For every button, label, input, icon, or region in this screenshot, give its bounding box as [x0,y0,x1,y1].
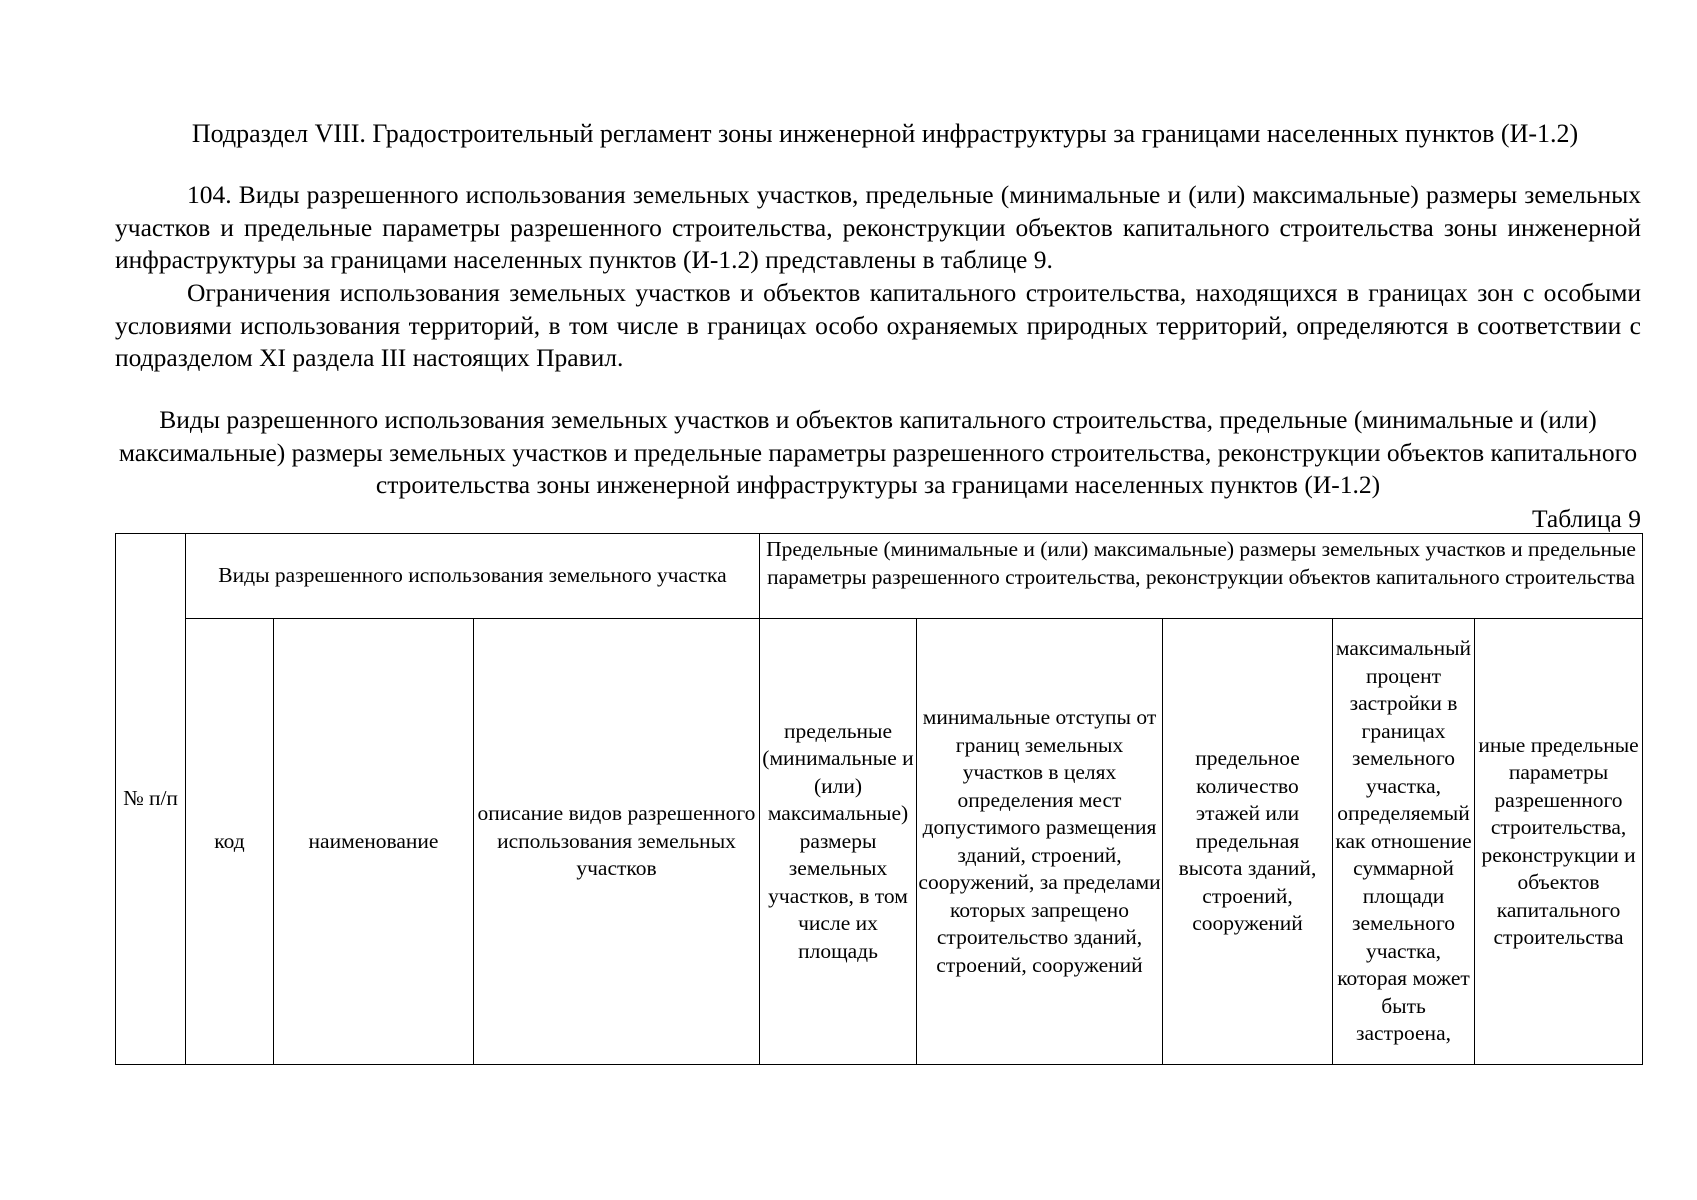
header-cell-description: описание видов разрешенного использования земельных участков [474,619,760,1065]
table-label: Таблица 9 [1531,504,1641,533]
paragraph-restrictions: Ограничения использования земельных участков и объектов капитального строительства, находящихся в границах зон с особыми условиями использования территорий, в том числе в границах особо охраняемых природных территорий, определяются в соответствии с подразделом XI раздела III настоящих Правил. [115,278,1641,372]
header-cell-setbacks: минимальные отступы от границ земельных участков в целях определения мест допустимого размещения зданий, строений, сооружений, за пределами которых запрещено строительство зданий, строений, сооружений [917,619,1163,1065]
regulation-table [115,533,1643,1065]
header-cell-number: № п/п [116,534,186,1065]
header-cell-other: иные предельные параметры разрешенного строительства, реконструкции и объектов капитального строительства [1475,619,1643,1065]
table-caption: Виды разрешенного использования земельных участков и объектов капитального строительства, предельные (минимальные и (или) максимальные) размеры земельных участков и предельные параметры разрешенного строительства, реконструкции объектов капитального строительства зоны инженерной инфраструктуры за границами населенных пунктов (И-1.2) [118,405,1638,499]
header-cell-code: код [186,619,274,1065]
header-cell-size: предельные (минимальные и (или) максимальные) размеры земельных участков, в том числе их площадь [760,619,917,1065]
header-group-uses: Виды разрешенного использования земельного участка [186,534,760,619]
section-heading: Подраздел VIII. Градостроительный регламент зоны инженерной инфраструктуры за границами населенных пунктов (И-1.2) [191,119,1579,148]
table-header-row-1 [116,534,1643,619]
header-cell-coverage: максимальный процент застройки в границах земельного участка, определяемый как отношение суммарной площади земельного участка, которая может быть застроена, [1333,619,1475,1065]
header-group-limits: Предельные (минимальные и (или) максимальные) размеры земельных участков и предельные параметры разрешенного строительства, реконструкции объектов капитального строительства [760,534,1643,619]
header-cell-floors: предельное количество этажей или предельная высота зданий, строений, сооружений [1163,619,1333,1065]
table-header-row-2 [116,619,1643,1065]
paragraph-104: 104. Виды разрешенного использования земельных участков, предельные (минимальные и (или) максимальные) размеры земельных участков и предельные параметры разрешенного строительства, реконструкции объектов капитального строительства зоны инженерной инфраструктуры за границами населенных пунктов (И-1.2) представлены в таблице 9. [115,180,1641,274]
header-cell-name: наименование [274,619,474,1065]
